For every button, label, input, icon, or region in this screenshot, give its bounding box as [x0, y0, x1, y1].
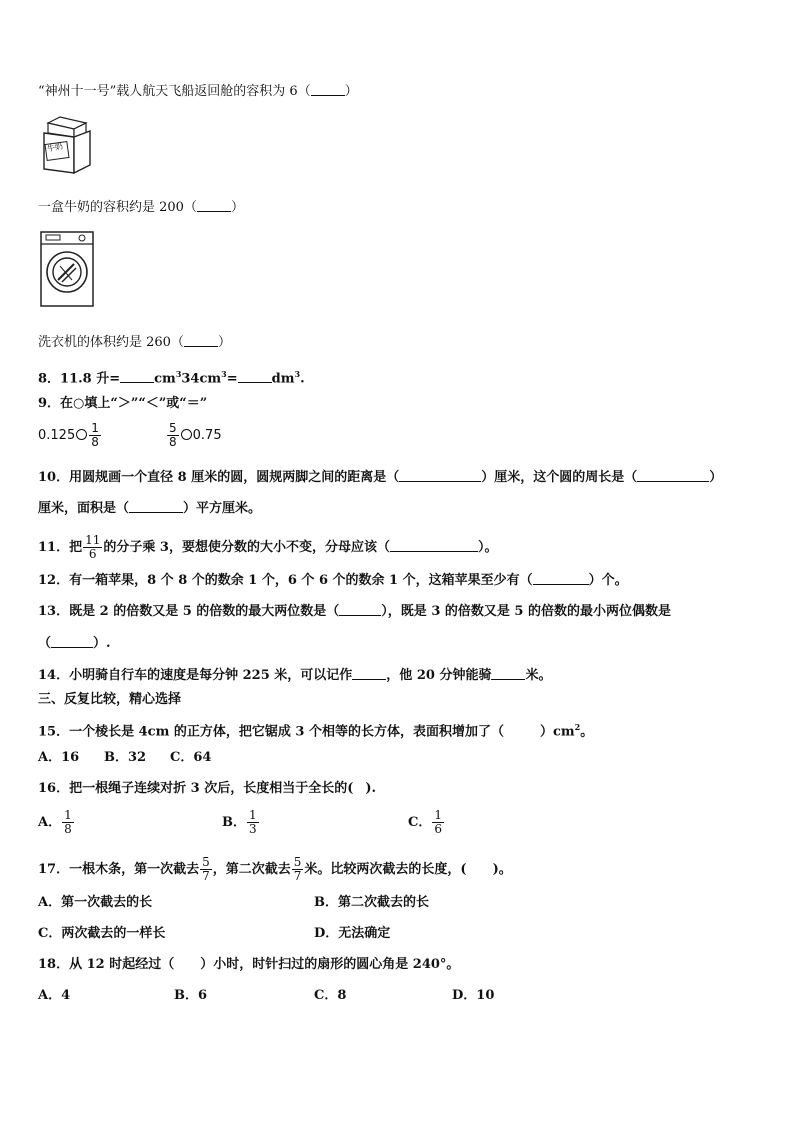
fraction — [62, 809, 74, 836]
question-number: 14． — [38, 668, 70, 683]
milk-carton-icon — [38, 115, 96, 175]
question-8: 8．11.8 升= $cm^334cm^3= dm^3$. — [38, 369, 305, 387]
option-a[interactable]: A．第一次截去的长 — [38, 895, 153, 910]
q8-part-a: 11.8 升= — [60, 371, 121, 387]
bracket-close: ） — [230, 200, 244, 215]
fraction — [200, 856, 212, 883]
fraction — [247, 809, 259, 836]
answer-blank[interactable] — [311, 83, 345, 96]
milk-carton-label: 牛奶 — [46, 141, 64, 154]
answer-blank[interactable] — [491, 667, 525, 680]
question-text: ）cm — [539, 724, 575, 740]
question-text: 从 12 时起经过（ — [69, 957, 175, 972]
question-number: 8． — [38, 371, 61, 387]
question-shenzhou-capacity — [38, 83, 358, 100]
washing-machine-icon — [38, 230, 96, 308]
option-d[interactable]: D．无法确定 — [314, 926, 391, 941]
question-text: 厘米，面积是（ — [38, 501, 130, 516]
question-text: 一盒牛奶的容积约是 200（ — [38, 200, 197, 215]
q8-period: . — [300, 371, 305, 387]
bracket-close: ）。 — [477, 540, 498, 555]
fraction-numerator: 5 — [202, 855, 210, 869]
question-washer-volume — [38, 334, 231, 351]
fraction-denominator: 8 — [169, 435, 177, 449]
option-a[interactable]: A．4 — [38, 988, 71, 1003]
fraction-numerator: 11 — [85, 533, 101, 547]
question-text: ），既是 3 的倍数又是 5 的倍数的最小两位偶数是 — [381, 604, 671, 619]
question-11 — [38, 534, 497, 561]
bracket-open: （ — [38, 636, 52, 651]
question-16 — [38, 781, 376, 797]
compare-circle[interactable] — [76, 429, 87, 440]
fraction-numerator: 5 — [169, 421, 177, 435]
question-10 — [38, 469, 722, 486]
fraction-numerator: 1 — [434, 808, 442, 822]
answer-blank[interactable] — [51, 635, 93, 648]
answer-blank[interactable] — [390, 539, 478, 552]
option-c[interactable] — [408, 809, 445, 836]
fraction-denominator: 8 — [64, 822, 72, 836]
fraction-denominator: 3 — [249, 822, 257, 836]
question-text: 有一箱苹果，8 个 8 个的数余 1 个，6 个 6 个的数余 1 个，这箱苹果至少有（ — [69, 573, 533, 588]
q8-unit-dm: dm — [271, 371, 295, 387]
option-d[interactable]: D．10 — [452, 988, 495, 1003]
option-b[interactable] — [222, 809, 260, 836]
decimal-value: 0.125 — [38, 428, 76, 443]
option-b[interactable]: B．6 — [174, 988, 208, 1003]
question-text: 把 — [69, 540, 83, 555]
question-9-expr-2 — [166, 422, 222, 449]
question-text: “神州十一号”载人航天飞船返回舱的容积为 6（ — [38, 84, 311, 99]
question-text: 的分子乘 3，要想使分数的大小不变，分母应该（ — [103, 540, 390, 555]
bracket-close: ） — [709, 470, 723, 485]
question-text: 小明骑自行车的速度是每分钟 225 米，可以记作 — [69, 668, 353, 683]
question-15: 15．一个棱长是 4cm 的正方体，把它锯成 3 个相等的长方体，表面积增加了（ ）$cm^2$。 — [38, 722, 594, 740]
question-text: 既是 2 的倍数又是 5 的倍数的最大两位数是（ — [69, 604, 340, 619]
fraction — [167, 422, 179, 449]
fraction-denominator: 7 — [202, 869, 210, 883]
option-a[interactable] — [38, 809, 75, 836]
bracket-close: ） — [344, 84, 358, 99]
question-number: 18． — [38, 957, 70, 972]
question-text: 洗衣机的体积约是 260（ — [38, 335, 184, 350]
question-10-cont — [38, 500, 261, 517]
question-text: 米。 — [525, 668, 552, 683]
answer-blank[interactable] — [184, 334, 218, 347]
option-c[interactable]: C．8 — [314, 988, 347, 1003]
answer-blank[interactable] — [352, 667, 386, 680]
fraction-denominator: 6 — [88, 547, 97, 561]
answer-blank[interactable] — [197, 199, 231, 212]
question-17 — [38, 856, 512, 883]
question-text: 一根木条，第一次截去 — [69, 862, 200, 877]
fraction-numerator: 5 — [293, 855, 302, 869]
question-9 — [38, 396, 207, 412]
question-18 — [38, 957, 459, 973]
bracket-close: ） — [217, 335, 231, 350]
option-label: A． — [38, 815, 62, 830]
question-text: 米。比较两次截去的长度，( — [304, 862, 467, 877]
answer-blank[interactable] — [533, 572, 589, 585]
answer-blank[interactable] — [399, 469, 481, 482]
question-13 — [38, 603, 671, 620]
question-13-cont — [38, 635, 111, 652]
fraction-numerator: 1 — [64, 808, 72, 822]
answer-blank[interactable] — [120, 370, 154, 383]
option-b[interactable]: B．第二次截去的长 — [314, 895, 429, 910]
question-text: ）厘米，这个圆的周长是（ — [481, 470, 638, 485]
bracket-close: ）. — [93, 636, 111, 651]
question-number: 16． — [38, 781, 70, 796]
option-label: C． — [408, 815, 432, 830]
question-number: 10． — [38, 470, 70, 485]
answer-blank[interactable] — [129, 500, 183, 513]
answer-blank[interactable] — [339, 603, 381, 616]
question-number: 11． — [38, 540, 70, 555]
question-text: 一个棱长是 4cm 的正方体，把它锯成 3 个相等的长方体，表面积增加了（ — [69, 724, 504, 740]
fraction-numerator: 1 — [91, 421, 99, 435]
fraction-denominator: 6 — [434, 822, 442, 836]
question-milk-capacity — [38, 199, 244, 216]
fraction-denominator: 8 — [91, 435, 99, 449]
compare-circle[interactable] — [181, 429, 192, 440]
fraction — [292, 856, 304, 883]
answer-blank[interactable] — [238, 370, 272, 383]
question-number: 17． — [38, 862, 70, 877]
fraction — [432, 809, 444, 836]
question-text: ，第二次截去 — [212, 862, 291, 877]
question-text: ）平方厘米。 — [183, 501, 262, 516]
question-number: 13． — [38, 604, 70, 619]
option-b[interactable]: B．32 — [104, 750, 147, 765]
question-text: ）小时，时针扫过的扇形的圆心角是 240°。 — [200, 957, 460, 972]
option-label: B． — [222, 815, 246, 830]
question-number: 15． — [38, 724, 70, 740]
bracket-close: ). — [365, 781, 377, 796]
question-text: ）个。 — [588, 573, 628, 588]
q8-unit-cm: cm — [154, 371, 176, 387]
bracket-close: )。 — [492, 862, 512, 877]
q8-part-c: 34cm — [181, 371, 222, 387]
question-9-expr-1 — [38, 422, 102, 449]
option-a[interactable]: A．16 — [38, 750, 80, 765]
question-12 — [38, 572, 628, 589]
question-14 — [38, 667, 551, 684]
fraction — [83, 534, 102, 561]
question-number: 12． — [38, 573, 70, 588]
fraction-numerator: 1 — [249, 808, 257, 822]
fraction-denominator: 7 — [293, 869, 302, 883]
option-c[interactable]: C．64 — [170, 750, 212, 765]
question-text: 把一根绳子连续对折 3 次后，长度相当于全长的( — [69, 781, 354, 796]
question-number: 9． — [38, 396, 61, 411]
question-text: ，他 20 分钟能骑 — [386, 668, 492, 683]
decimal-value: 0.75 — [192, 428, 222, 443]
section-heading: 三、反复比较，精心选择 — [38, 692, 182, 707]
q8-equals: = — [226, 371, 238, 387]
question-text: 用圆规画一个直径 8 厘米的圆，圆规两脚之间的距离是（ — [69, 470, 400, 485]
question-text: 在○填上“＞”“＜”或“＝” — [60, 396, 208, 411]
option-c[interactable]: C．两次截去的一样长 — [38, 926, 166, 941]
fraction — [89, 422, 101, 449]
answer-blank[interactable] — [637, 469, 709, 482]
